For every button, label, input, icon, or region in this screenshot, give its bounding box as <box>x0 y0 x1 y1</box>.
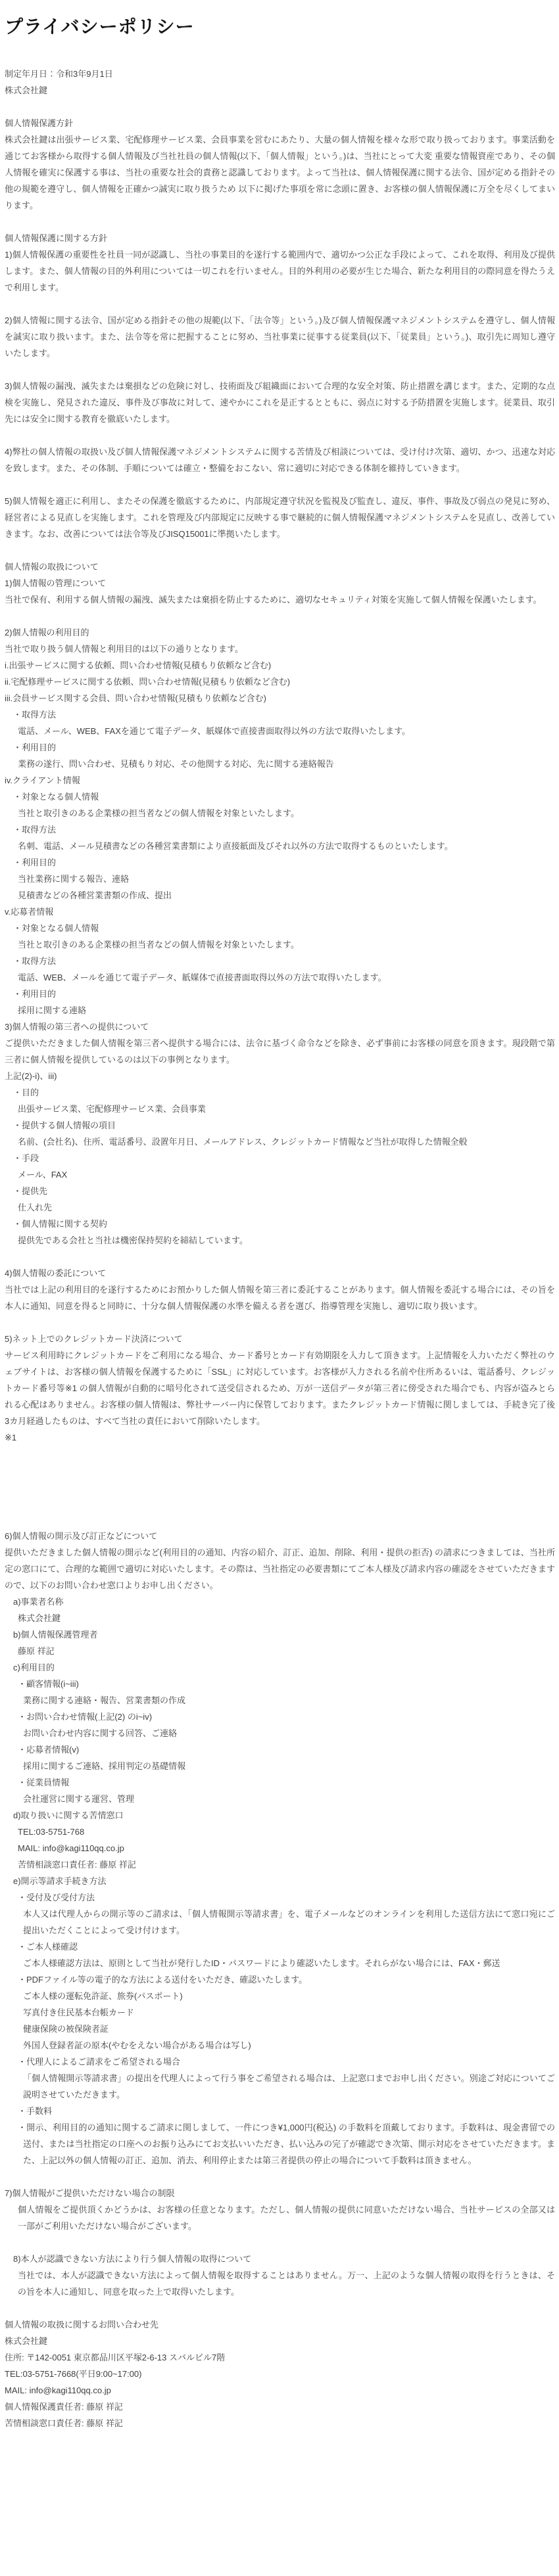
document-line: ご本人様の運転免許証、旅券(パスポート) <box>23 1991 183 2001</box>
document-line: ・受付及び受付方法 <box>18 1893 95 1902</box>
document-line: 8)本人が認識できない方法により行う個人情報の取得について <box>13 2254 252 2264</box>
document-line: ・提供する個人情報の項目 <box>13 1120 116 1130</box>
document-line: 本人又は代理人からの開示等のご請求は、「個人情報開示等請求書」を、電子メールなどのオンラインを利用した送信方法にて窓口宛にご提出いただくことによって受け付けます。 <box>23 1909 555 1935</box>
document-line: 上記(2)-i)、iii) <box>5 1071 57 1081</box>
document-line: ・利用目的 <box>13 858 57 867</box>
document-line: 名刺、電話、メール見積書などの各種営業書類により直接紙面及びそれ以外の方法で取得するものといたします。 <box>18 841 453 851</box>
section-heading: 個人情報保護方針 <box>5 118 74 128</box>
section-heading: 個人情報保護に関する方針 <box>5 233 108 243</box>
document-line: ・応募者情報(v) <box>18 1745 80 1755</box>
document-line: 見積書などの各種営業書類の作成、提出 <box>18 890 172 900</box>
document-line: 当社で保有、利用する個人情報の漏洩、滅失または棄損を防止するために、適切なセキュリティ対策を実施して個人情報を保護いたします。 <box>5 595 542 605</box>
document-line: ・利用目的 <box>13 989 57 999</box>
document-line: 採用に関するご連絡、採用判定の基礎情報 <box>23 1761 186 1771</box>
document-line: TEL:03-5751-7668(平日9:00~17:00) <box>5 2369 142 2379</box>
document-line: 個人情報保護責任者: 藤原 祥記 <box>5 2402 123 2412</box>
document-line: 3)個人情報の漏洩、滅失または棄損などの危険に対し、技術面及び組織面において合理的な安全対策、防止措置を講じます。また、定期的な点検を実施し、発見された違反、事件及び事故に対して、速やかにこれを是正するとともに、弱点に対する予防措置を実施します。従業員、取引先には安全に関する教育を徹底いたします。 <box>5 381 555 424</box>
document-line: 電話、メール、WEB、FAXを通じて電子データ、紙媒体で直接書面取得以外の方法で取得いたします。 <box>18 726 411 736</box>
document-line: 3)個人情報の第三者への提供について <box>5 1022 149 1032</box>
document-line: 当社で取り扱う個人情報と利用目的は以下の通りとなります。 <box>5 644 243 654</box>
document-line: 写真付き住民基本台帳カード <box>23 2008 135 2017</box>
section-heading: 個人情報の取扱に関するお問い合わせ先 <box>5 2320 159 2330</box>
document-line: 住所: 〒142-0051 東京都品川区平塚2-6-13 スバルビル7階 <box>5 2353 226 2362</box>
document-line: 5)ネット上でのクレジットカード決済について <box>5 1334 183 1344</box>
document-line: 株式会社鍵 <box>5 2336 48 2346</box>
document-line: 制定年月日：令和3年9月1日 <box>5 69 113 79</box>
document-line: 業務に関する連絡・報告、営業書類の作成 <box>23 1695 186 1705</box>
document-line: 4)弊社の個人情報の取扱い及び個人情報保護マネジメントシステムに関する苦情及び相談については、受け付け次第、適切、かつ、迅速な対応を致します。また、その体制、手順については確立・整備をおこない、常に適切に対応できる体制を維持していきます。 <box>5 447 555 473</box>
document-line: ・開示、利用目的の通知に関するご請求に関しまして、一件につき¥1,000円(税込) の手数料を頂戴しております。手数料は、現金書留での送付、または当社指定の口座へのお振り込みにてお支払いいただき、払い込みの完了が確認でき次第、開示対応をさせていただきます。また、上記以外の個人情報の訂正、追加、消去、利用停止または第三者提供の停止の場合について手数料は頂きません。 <box>18 2123 555 2165</box>
document-line: ・手段 <box>13 1153 39 1163</box>
document-line: ・取得方法 <box>13 825 57 835</box>
document-line: 出張サービス業、宅配修理サービス業、会員事業 <box>18 1104 207 1114</box>
document-line: ・提供先 <box>13 1186 48 1196</box>
document-line: iv.クライアント情報 <box>5 775 80 785</box>
document-body <box>5 66 555 2431</box>
document-line: 苦情相談窓口責任者: 藤原 祥記 <box>18 1860 136 1870</box>
document-line: e)開示等請求手続き方法 <box>13 1876 107 1886</box>
document-line: 6)個人情報の開示及び訂正などについて <box>5 1531 158 1541</box>
document-line: 株式会社鍵 <box>18 1613 61 1623</box>
document-line: 「個人情報開示等請求書」の提出を代理人によって行う事をご希望される場合は、上記窓口までお申し出ください。別途ご対応についてご説明させていただきます。 <box>23 2073 555 2100</box>
privacy-policy-document <box>5 16 555 2431</box>
document-line: ・対象となる個人情報 <box>13 792 99 802</box>
document-line: b)個人情報保護管理者 <box>13 1630 98 1640</box>
document-line: 会社運営に関する運営、管理 <box>23 1794 135 1804</box>
document-line: ・利用目的 <box>13 743 57 752</box>
document-line: サービス利用時にクレジットカードをご利用になる場合、カード番号とカード有効期限を入力して頂きます。上記情報を入力いただく弊社のウェブサイトは、お客様の個人情報を保護するために「SSL」に対応しています。お客様が入力される名前や住所あるいは、電話番号、クレジットカード番号等※1 の個人情報が自動的に暗号化されて送受信されるため、万が一送信データが第三者に傍受された場合でも、内容が盗みとられる心配はありません。お客様の個人情報は、弊社サーバー内に保管しております。またクレジットカード情報に関しましては、手続き完了後3カ月経過したものは、すべて当社の責任において削除いたします。 <box>5 1350 555 1426</box>
document-line: ・対象となる個人情報 <box>13 923 99 933</box>
document-line: 1)個人情報の管理について <box>5 578 107 588</box>
document-line: 提供いただきました個人情報の開示など(利用目的の通知、内容の紹介、訂正、追加、削除、利用・提供の拒否) の請求につきましては、当社所定の窓口にて、合理的な範囲で適切に対応いたします。その際は、当社指定の必要書類にてご本人様及び請求内容の確認をさせていただきますので、以下のお問い合わせ窓口よりお申し出ください。 <box>5 1548 555 1590</box>
document-line: 1)個人情報保護の重要性を社員一同が認識し、当社の事業目的を遂行する範囲内で、適切かつ公正な手段によって、これを取得、利用及び提供します。また、個人情報の目的外利用については一切これを行いません。目的外利用の必要が生じた場合、新たな利用目的の際同意を得たうえで利用します。 <box>5 250 555 292</box>
document-line: 2)個人情報の利用目的 <box>5 628 89 637</box>
document-line: 4)個人情報の委託について <box>5 1268 107 1278</box>
document-line: MAIL: info@kagi110qq.co.jp <box>18 1843 124 1853</box>
document-line: d)取り扱いに関する苦情窓口 <box>13 1810 124 1820</box>
document-line: 株式会社鍵 <box>5 85 48 95</box>
document-line: ・手数料 <box>18 2106 53 2116</box>
document-line: iii.会員サービス関する会員、問い合わせ情報(見積もり依頼など含む) <box>5 693 266 703</box>
document-line: ・取得方法 <box>13 710 57 720</box>
document-line: 当社業務に関する報告、連絡 <box>18 874 130 884</box>
document-line: 当社では上記の利用目的を遂行するためにお預かりした個人情報を第三者に委託することがあります。個人情報を委託する場合には、その旨を本人に通知、同意を得ると同時に、十分な個人情報保護の水準を備える者を選び、指導管理を実施し、適切に取り扱います。 <box>5 1285 555 1311</box>
document-line: 採用に関する連絡 <box>18 1005 87 1015</box>
document-line: ※1 <box>5 1433 17 1442</box>
document-line: お問い合わせ内容に関する回答、ご連絡 <box>23 1728 178 1738</box>
document-line: ・目的 <box>13 1088 39 1097</box>
document-line: ・ご本人様確認 <box>18 1942 78 1952</box>
document-line: 健康保険の被保険者証 <box>23 2024 109 2034</box>
document-line: 当社と取引きのある企業様の担当者などの個人情報を対象といたします。 <box>18 808 299 818</box>
document-line: ・取得方法 <box>13 956 57 966</box>
document-line: 5)個人情報を適正に利用し、またその保護を徹底するために、内部規定遵守状況を監視及び監査し、違反、事件、事故及び弱点の発見に努め、経営者による見直しを実施します。これを管理及び内部規定に反映する事で継続的に個人情報保護マネジメントシステムを見直し、改善していきます。なお、改善については法令等及びJISQ15001に準拠いたします。 <box>5 496 555 539</box>
document-line: ご提供いただきました個人情報を第三者へ提供する場合には、法令に基づく命令などを除き、必ず事前にお客様の同意を頂きます。現段階で第三者に個人情報を提供しているのは以下の事例となります。 <box>5 1038 555 1065</box>
document-line: ・お問い合わせ情報(上記(2) のi~iv) <box>18 1712 153 1722</box>
document-line: 株式会社鍵は出張サービス業、宅配修理サービス業、会員事業を営むにあたり、大量の個人情報を様々な形で取り扱っております。事業活動を通じてお客様から取得する個人情報及び当社社員の個人情報(以下、「個人情報」という。)は、当社にとって大変 重要な情報資産であり、その個人情報を確実に保護する事は、当社の重要な社会的責務と認識しております。よって当社は、個人情報保護に関する法令、国が定める指針その他の規範を遵守し、個人情報を正確かつ誠実に取り扱うため 以下に掲げた事項を常に念頭に置き、お客様の個人情報保護に万全を尽くしてまいります。 <box>5 135 555 210</box>
document-line: 業務の遂行、問い合わせ、見積もり対応、その他関する対応、先に関する連絡報告 <box>18 759 334 769</box>
document-line: c)利用目的 <box>13 1663 55 1672</box>
document-line: 藤原 祥記 <box>18 1646 55 1656</box>
document-line: 外国人登録者証の原本(やむをえない場合がある場合は写し) <box>23 2040 251 2050</box>
document-line: 仕入れ先 <box>18 1203 53 1212</box>
document-line: 当社と取引きのある企業様の担当者などの個人情報を対象といたします。 <box>18 940 299 950</box>
page-title: プライバシーポリシー <box>5 16 195 37</box>
document-line: ・代理人によるご請求をご希望される場合 <box>18 2057 181 2067</box>
document-line: ・顧客情報(i~iii) <box>18 1679 79 1689</box>
document-line: 当社では、本人が認識できない方法によって個人情報を取得することはありません。万一、上記のような個人情報の取得を行うときは、その旨を本人に通知し、同意を取った上で取得いたします。 <box>18 2270 555 2297</box>
document-line: MAIL: info@kagi110qq.co.jp <box>5 2385 111 2395</box>
document-line: v.応募者情報 <box>5 907 54 917</box>
document-line: 2)個人情報に関する法令、国が定める指針その他の規範(以下、「法令等」という。)及び個人情報保護マネジメントシステムを遵守し、個人情報を誠実に取り扱います。また、法令等を常に把握することに努め、当社事業に従事する従業員(以下、「従業員」という。)、取引先に周知し遵守いたします。 <box>5 315 555 358</box>
section-heading: 個人情報の取扱について <box>5 562 99 572</box>
document-line: 個人情報をご提供頂くかどうかは、お客様の任意となります。ただし、個人情報の提供に同意いただけない場合、当社サービスの全部又は一部がご利用いただけない場合がございます。 <box>18 2205 555 2231</box>
document-line: 電話、WEB、メールを通じて電子データ、紙媒体で直接書面取得以外の方法で取得いたします。 <box>18 973 387 982</box>
document-line: 苦情相談窓口責任者: 藤原 祥記 <box>5 2418 123 2428</box>
document-line: ・従業員情報 <box>18 1778 70 1787</box>
document-line: メール、FAX <box>18 1170 68 1180</box>
document-line: ご本人様確認方法は、原則として当社が発行したID・パスワードにより確認いたします。それらがない場合には、FAX・郵送 <box>23 1958 500 1968</box>
document-line: i.出張サービスに関する依頼、問い合わせ情報(見積もり依頼など含む) <box>5 660 272 670</box>
document-line: ・個人情報に関する契約 <box>13 1219 108 1229</box>
document-line: 提供先である会社と当社は機密保持契約を締結しています。 <box>18 1235 248 1245</box>
document-line: ii.宅配修理サービスに関する依頼、問い合わせ情報(見積もり依頼など含む) <box>5 677 291 687</box>
document-line: ・PDFファイル等の電子的な方法による送付をいただき、確認いたします。 <box>18 1975 308 1985</box>
document-line: 7)個人情報がご提供いただけない場合の制限 <box>5 2188 175 2198</box>
document-line: TEL:03-5751-768 <box>18 1827 85 1837</box>
document-line: a)事業者名称 <box>13 1597 64 1607</box>
document-line: 名前、(会社名)、住所、電話番号、設置年月日、メールアドレス、クレジットカード情報など当社が取得した情報全般 <box>18 1137 468 1147</box>
